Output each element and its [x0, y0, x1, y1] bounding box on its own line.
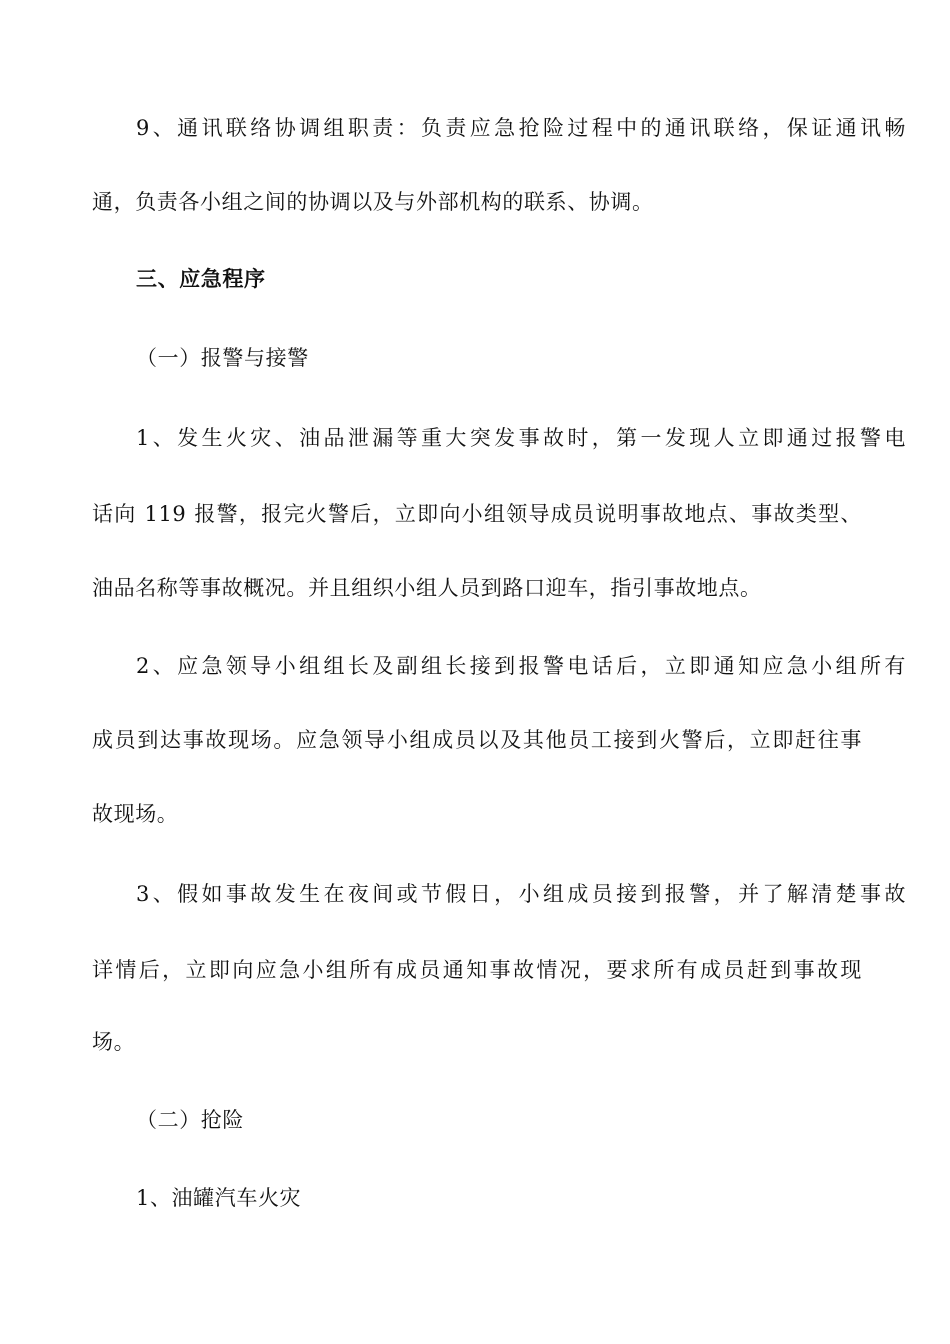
paragraph-9-line-1: 9、通讯联络协调组职责：负责应急抢险过程中的通讯联络，保证通讯畅	[136, 116, 906, 140]
subsection-heading-rescue: （二）抢险	[136, 1108, 244, 1132]
item-2-line-2: 成员到达事故现场。应急领导小组成员以及其他员工接到火警后，立即赶往事	[92, 728, 862, 752]
subsection-heading-alarm: （一）报警与接警	[136, 346, 309, 370]
item-2-line-1: 2、应急领导小组组长及副组长接到报警电话后，立即通知应急小组所有	[136, 654, 906, 678]
item-2-line-3: 故现场。	[92, 802, 179, 826]
item-3-line-3: 场。	[92, 1030, 136, 1054]
section-heading-emergency-procedure: 三、应急程序	[136, 266, 266, 291]
item-1-line-1: 1、发生火灾、油品泄漏等重大突发事故时，第一发现人立即通过报警电	[136, 426, 906, 450]
paragraph-9-line-2: 通，负责各小组之间的协调以及与外部机构的联系、协调。	[92, 190, 654, 214]
item-1-line-2: 话向 119 报警，报完火警后，立即向小组领导成员说明事故地点、事故类型、	[92, 502, 862, 526]
item-3-line-1: 3、假如事故发生在夜间或节假日，小组成员接到报警，并了解清楚事故	[136, 882, 906, 906]
item-3-line-2: 详情后，立即向应急小组所有成员通知事故情况，要求所有成员赶到事故现	[92, 958, 862, 982]
item-tanker-fire: 1、油罐汽车火灾	[136, 1186, 302, 1210]
item-1-line-3: 油品名称等事故概况。并且组织小组人员到路口迎车，指引事故地点。	[92, 576, 762, 600]
